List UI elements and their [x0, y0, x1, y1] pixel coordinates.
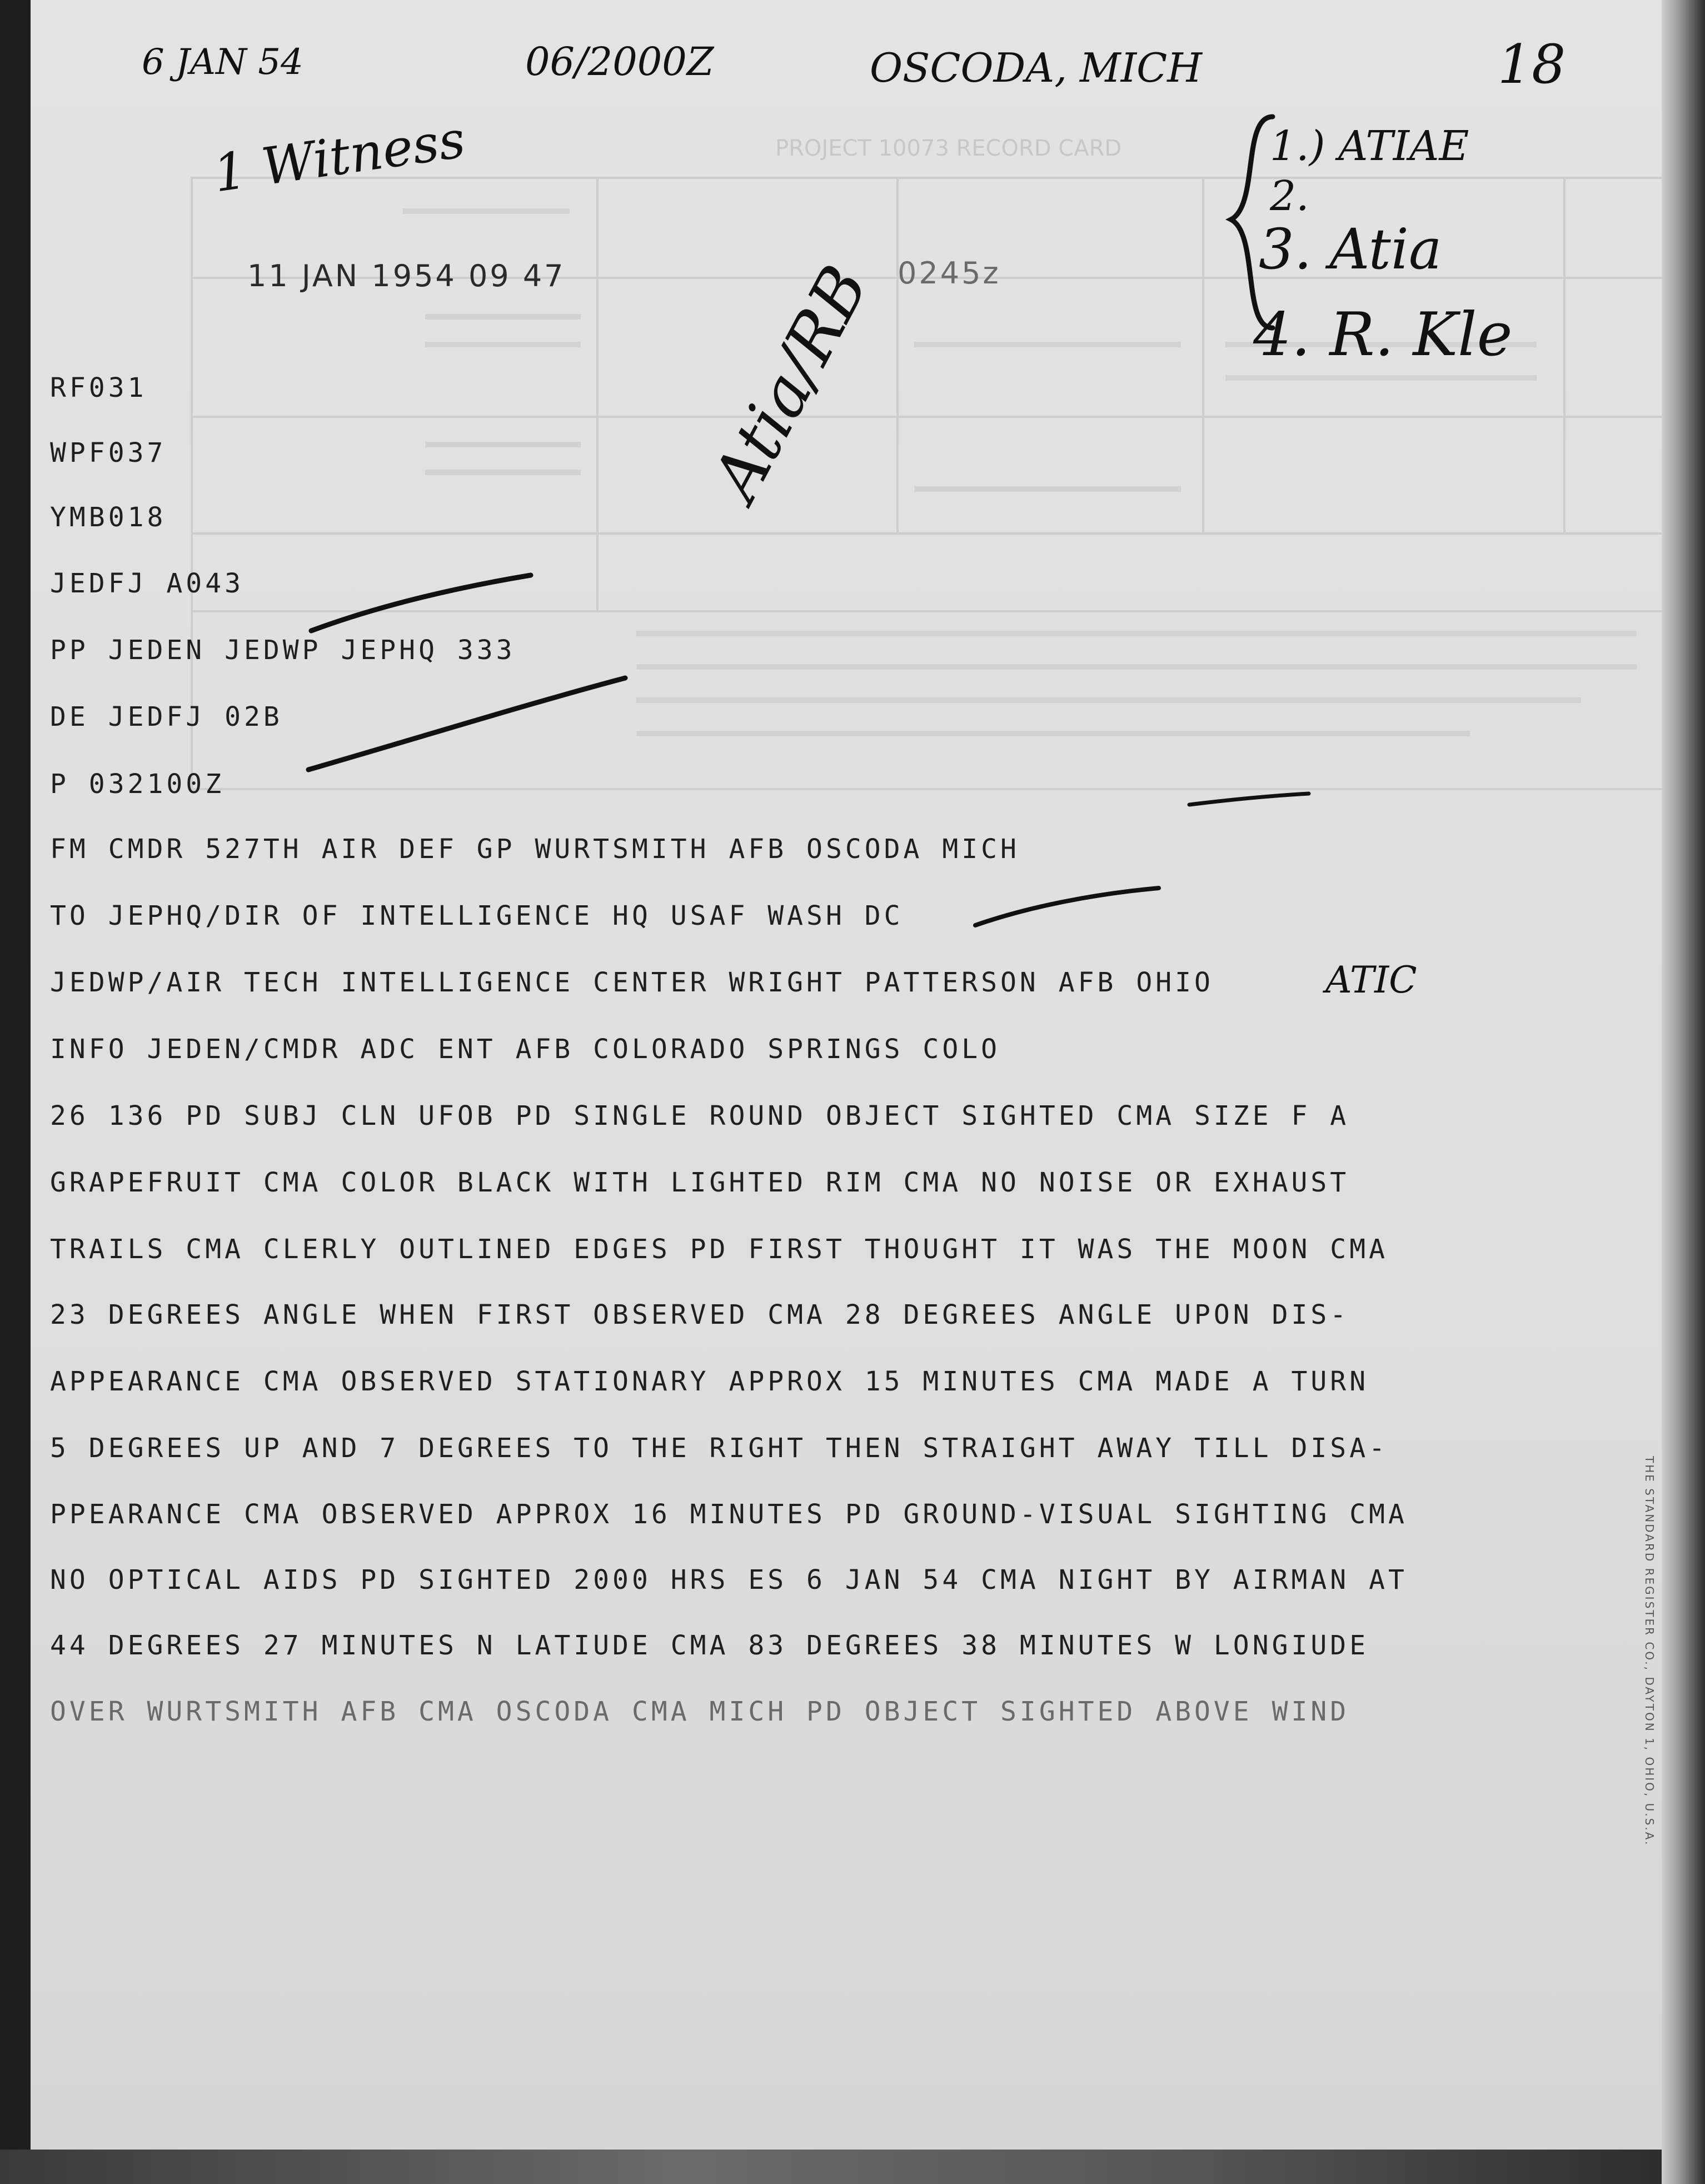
secondary-stamp: 0245z [898, 256, 1001, 291]
document-page [31, 0, 1674, 2150]
side-printer-mark: THE STANDARD REGISTER CO., DAYTON 1, OHIO, U.S.A. [1643, 1456, 1656, 1847]
header-line-3: YMB018 [50, 502, 167, 533]
scan-bottom-edge [0, 2150, 1705, 2184]
pen-stroke-marks [31, 0, 1674, 1111]
ghost-form-title: PROJECT 10073 RECORD CARD [775, 136, 1122, 161]
body-line-6: 5 DEGREES UP AND 7 DEGREES TO THE RIGHT THEN STRAIGHT AWAY TILL DISA- [50, 1433, 1388, 1464]
address-line-from: FM CMDR 527TH AIR DEF GP WURTSMITH AFB OSCODA MICH [50, 834, 1020, 865]
scan-right-edge [1662, 0, 1705, 2184]
body-line-3: TRAILS CMA CLERLY OUTLINED EDGES PD FIRST THOUGHT IT WAS THE MOON CMA [50, 1234, 1388, 1265]
body-line-1: 26 136 PD SUBJ CLN UFOB PD SINGLE ROUND OBJECT SIGHTED CMA SIZE F A [50, 1100, 1350, 1131]
body-line-7: PPEARANCE CMA OBSERVED APPROX 16 MINUTES PD GROUND-VISUAL SIGHTING CMA [50, 1499, 1408, 1530]
handwritten-location: OSCODA, MICH [870, 44, 1203, 91]
routing-entry-2: 2. [1270, 172, 1309, 220]
body-line-5: APPEARANCE CMA OBSERVED STATIONARY APPROX 15 MINUTES CMA MADE A TURN [50, 1366, 1369, 1397]
header-line-2: WPF037 [50, 437, 167, 468]
handwritten-atic-note: ATIC [1325, 959, 1417, 1001]
handwritten-date-time: 06/2000Z [525, 39, 714, 84]
body-line-4: 23 DEGREES ANGLE WHEN FIRST OBSERVED CMA 28 DEGREES ANGLE UPON DIS- [50, 1299, 1350, 1330]
body-line-9: 44 DEGREES 27 MINUTES N LATIUDE CMA 83 DEGREES 38 MINUTES W LONGIUDE [50, 1630, 1369, 1661]
received-date-stamp: 11 JAN 1954 09 47 [247, 258, 566, 293]
address-line-to: TO JEPHQ/DIR OF INTELLIGENCE HQ USAF WASH DC [50, 900, 904, 931]
address-line-info: INFO JEDEN/CMDR ADC ENT AFB COLORADO SPRINGS COLO [50, 1034, 1001, 1065]
header-line-7: P 032100Z [50, 769, 225, 800]
handwritten-case-number: 6 JAN 54 [142, 42, 303, 83]
body-line-2: GRAPEFRUIT CMA COLOR BLACK WITH LIGHTED RIM CMA NO NOISE OR EXHAUST [50, 1167, 1350, 1198]
header-line-4: JEDFJ A043 [50, 568, 244, 599]
header-line-1: RF031 [50, 372, 147, 403]
body-line-10: OVER WURTSMITH AFB CMA OSCODA CMA MICH PD OBJECT SIGHTED ABOVE WIND [50, 1696, 1350, 1727]
handwritten-page-number: 18 [1498, 33, 1566, 96]
routing-entry-1: 1.) ATIAE [1270, 122, 1469, 170]
header-line-5: PP JEDEN JEDWP JEPHQ 333 [50, 635, 516, 666]
routing-entry-4: 4. R. Kle [1253, 300, 1513, 370]
address-line-atic: JEDWP/AIR TECH INTELLIGENCE CENTER WRIGHT PATTERSON AFB OHIO [50, 967, 1214, 998]
handwritten-witness-note: 1 Witness [210, 109, 469, 204]
routing-entry-3: 3. Atia [1259, 217, 1442, 282]
body-line-8: NO OPTICAL AIDS PD SIGHTED 2000 HRS ES 6 JAN 54 CMA NIGHT BY AIRMAN AT [50, 1564, 1408, 1595]
header-line-6: DE JEDFJ 02B [50, 701, 283, 732]
handwritten-signature: Atia/RB [697, 253, 884, 512]
